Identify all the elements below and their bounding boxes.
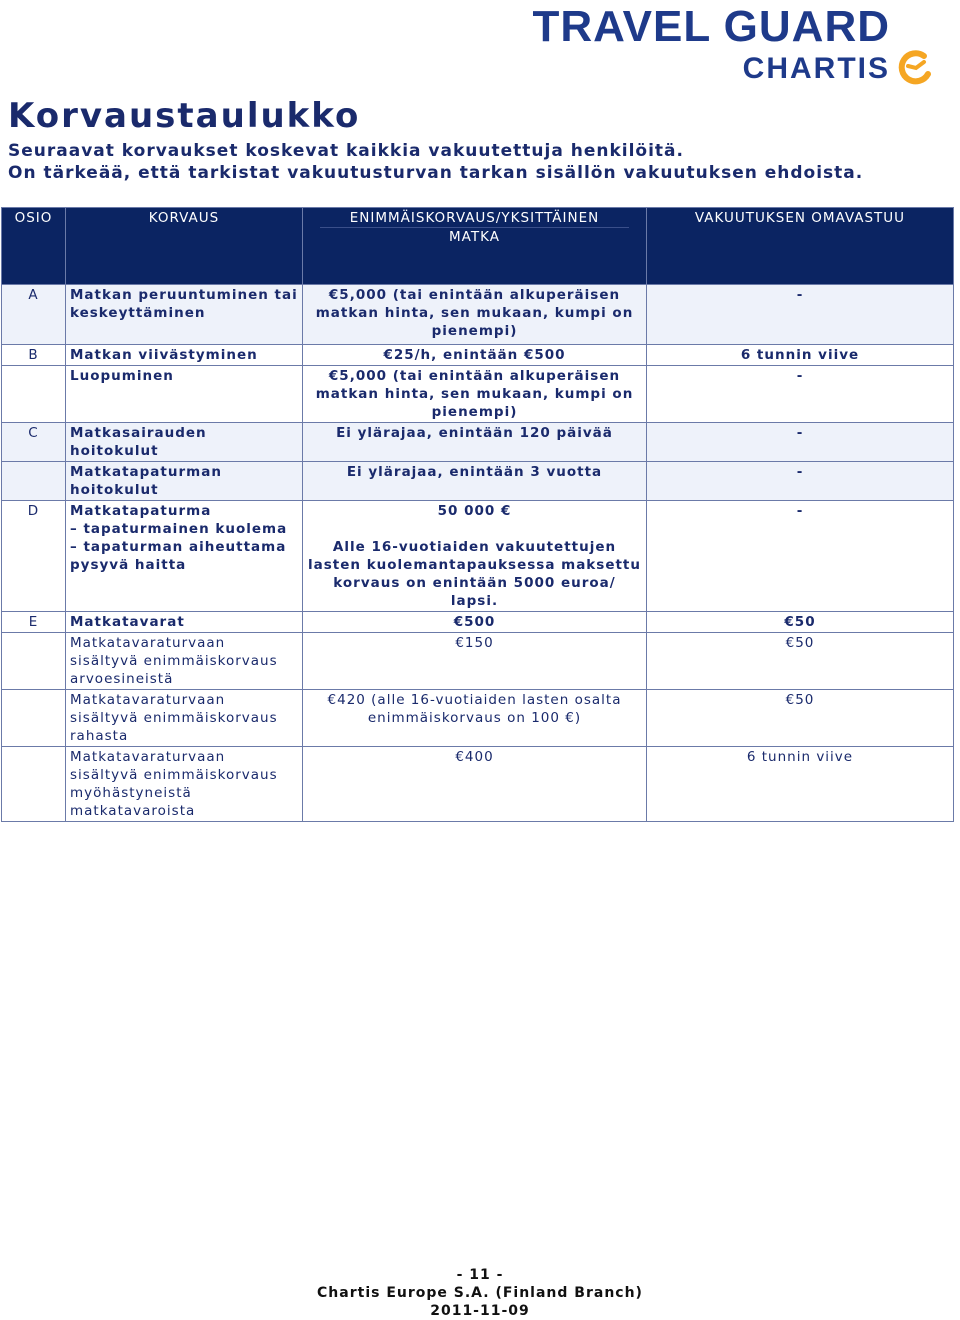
benefit-cell — [66, 501, 303, 612]
benefit-cell: Matkasairauden hoitokulut — [66, 423, 303, 462]
max-amount: 50 000 € — [437, 503, 512, 519]
benefit-cell: Matkatavaraturvaan sisältyvä enimmäiskorvaus myöhästyneistä matkatavaroista — [66, 747, 303, 822]
deductible-cell: 6 tunnin viive — [647, 345, 954, 366]
page-number: - 11 - — [456, 1267, 504, 1283]
table-row — [2, 423, 954, 462]
benefit-cell: Matkatavaraturvaan sisältyvä enimmäiskorvaus arvoesineistä — [66, 633, 303, 690]
chartis-swirl-icon — [894, 48, 934, 88]
benefit-sub-1: – tapaturmainen kuolema — [70, 521, 288, 537]
table-row — [2, 501, 954, 612]
deductible-cell: - — [647, 423, 954, 462]
benefit-cell: Matkatavaraturvaan sisältyvä enimmäiskorvaus rahasta — [66, 690, 303, 747]
deductible-cell: 6 tunnin viive — [647, 747, 954, 822]
table-row — [2, 612, 954, 633]
table-row — [2, 690, 954, 747]
header-omavastuu: VAKUUTUKSEN OMAVASTUU — [647, 208, 954, 285]
section-cell — [2, 747, 66, 822]
table-row — [2, 633, 954, 690]
max-cell: €400 — [303, 747, 647, 822]
footer-company: Chartis Europe S.A. (Finland Branch) — [317, 1285, 643, 1301]
section-cell: E — [2, 612, 66, 633]
max-cell: €5,000 (tai enintään alkuperäisen matkan hinta, sen mukaan, kumpi on pienempi) — [303, 366, 647, 423]
section-cell — [2, 690, 66, 747]
benefit-cell: Matkatavarat — [66, 612, 303, 633]
section-cell: A — [2, 285, 66, 345]
deductible-cell: - — [647, 366, 954, 423]
max-cell — [303, 501, 647, 612]
benefit-cell: Matkan viivästyminen — [66, 345, 303, 366]
max-cell: €150 — [303, 633, 647, 690]
section-cell — [2, 462, 66, 501]
max-note: Alle 16-vuotiaiden vakuutettujen lasten kuolemantapauksessa maksettu korvaus on enintään 5000 euroa/ lapsi. — [308, 539, 641, 609]
header-enimmaiskorvaus — [303, 208, 647, 285]
intro-text — [8, 140, 863, 184]
deductible-cell: - — [647, 501, 954, 612]
table-row — [2, 747, 954, 822]
max-cell: €5,000 (tai enintään alkuperäisen matkan hinta, sen mukaan, kumpi on pienempi) — [303, 285, 647, 345]
benefit-sub-2: – tapaturman aiheuttama pysyvä haitta — [70, 539, 287, 573]
intro-line-1: Seuraavat korvaukset koskevat kaikkia vakuutettuja henkilöitä. — [8, 141, 684, 161]
benefit-cell: Matkatapaturman hoitokulut — [66, 462, 303, 501]
deductible-cell: €50 — [647, 633, 954, 690]
coverage-table — [1, 207, 954, 822]
intro-line-2: On tärkeää, että tarkistat vakuutusturvan tarkan sisällön vakuutuksen ehdoista. — [8, 163, 864, 183]
table-header-row — [2, 208, 954, 285]
max-cell: €420 (alle 16-vuotiaiden lasten osalta enimmäiskorvaus on 100 €) — [303, 690, 647, 747]
benefit-cell: Matkan peruuntuminen tai keskeyttäminen — [66, 285, 303, 345]
benefit-cell: Luopuminen — [66, 366, 303, 423]
header-max-line2: MATKA — [449, 229, 500, 245]
deductible-cell: - — [647, 285, 954, 345]
table-row — [2, 345, 954, 366]
deductible-cell: - — [647, 462, 954, 501]
logo-chartis: CHARTIS — [742, 52, 890, 85]
section-cell: D — [2, 501, 66, 612]
max-cell: €25/h, enintään €500 — [303, 345, 647, 366]
brand-logo — [526, 2, 946, 92]
header-osio: OSIO — [2, 208, 66, 285]
section-cell: B — [2, 345, 66, 366]
deductible-cell: €50 — [647, 612, 954, 633]
section-cell — [2, 366, 66, 423]
header-korvaus: KORVAUS — [66, 208, 303, 285]
section-cell — [2, 633, 66, 690]
max-cell: €500 — [303, 612, 647, 633]
table-row — [2, 462, 954, 501]
section-cell: C — [2, 423, 66, 462]
page-title: Korvaustaulukko — [8, 96, 361, 136]
logo-travel-guard: TRAVEL GUARD — [532, 2, 890, 51]
deductible-cell: €50 — [647, 690, 954, 747]
max-cell: Ei ylärajaa, enintään 120 päivää — [303, 423, 647, 462]
header-max-line1: ENIMMÄISKORVAUS/YKSITTÄINEN — [320, 209, 628, 228]
benefit-title: Matkatapaturma — [70, 503, 212, 519]
footer-date: 2011-11-09 — [430, 1303, 530, 1319]
page-footer — [0, 1266, 960, 1320]
max-cell: Ei ylärajaa, enintään 3 vuotta — [303, 462, 647, 501]
table-row — [2, 285, 954, 345]
table-row — [2, 366, 954, 423]
